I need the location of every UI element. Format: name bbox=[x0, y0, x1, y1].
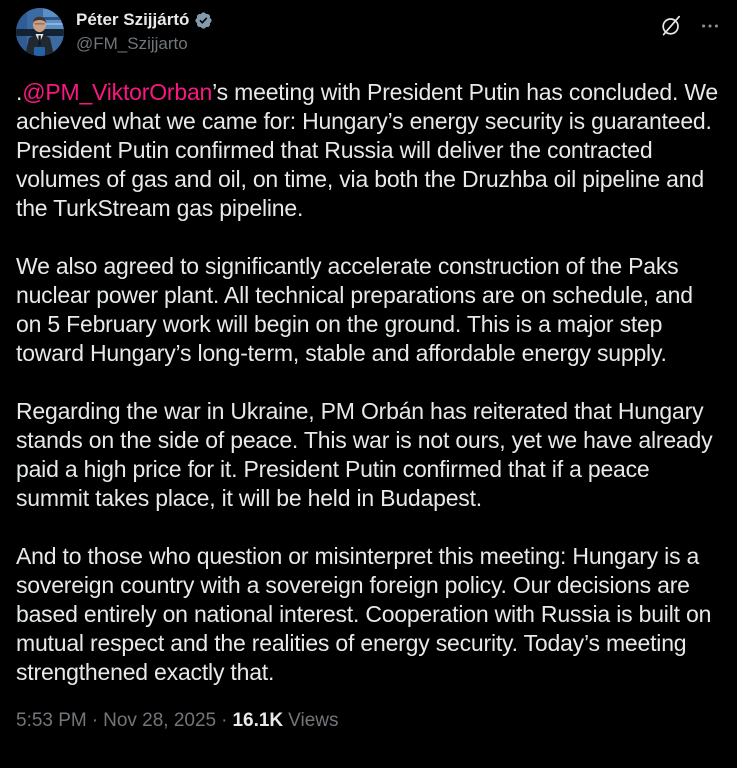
views-label: Views bbox=[288, 710, 339, 731]
timestamp-date: Nov 28, 2025 bbox=[103, 710, 217, 731]
author-block bbox=[76, 8, 659, 54]
avatar[interactable] bbox=[16, 8, 64, 56]
author-name[interactable]: Péter Szijjártó bbox=[76, 10, 190, 29]
tweet-footer bbox=[16, 709, 721, 733]
tweet-paragraph bbox=[16, 397, 721, 513]
more-options-icon bbox=[699, 15, 721, 37]
author-handle[interactable]: @FM_Szijjarto bbox=[76, 34, 188, 53]
grok-slash-icon bbox=[659, 14, 683, 38]
author-name-row bbox=[76, 9, 659, 31]
verified-badge-icon[interactable] bbox=[194, 11, 213, 30]
timestamp-time: 5:53 PM bbox=[16, 710, 87, 731]
tweet-text bbox=[16, 78, 721, 687]
tweet-paragraph bbox=[16, 542, 721, 687]
header-actions bbox=[659, 8, 721, 38]
text-segment: Regarding the war in Ukraine, PM Orbán has reiterated that Hungary stands on the side of peace. This war is not ours, yet we have already paid a high price for it. President Putin confirmed that if a peace summit takes place, it will be held in Budapest. bbox=[16, 398, 713, 511]
avatar-image bbox=[16, 8, 64, 56]
text-segment: ’s meeting with President Putin has concluded. We achieved what we came for: Hungary’s energy security is guaranteed. President Putin confirmed that Russia will deliver the contracted volumes of gas and oil, on time, via both the Druzhba oil pipeline and the TurkStream gas pipeline. bbox=[16, 79, 719, 221]
footer-separator: · bbox=[221, 710, 228, 731]
tweet-paragraph bbox=[16, 252, 721, 368]
footer-separator: · bbox=[91, 710, 99, 731]
text-segment: We also agreed to significantly accelerate construction of the Paks nuclear power plant. All technical preparations are on schedule, and on 5 February work will begin on the ground. This is a major step toward Hungary’s long-term, stable and affordable energy supply. bbox=[16, 253, 693, 366]
tweet-paragraph bbox=[16, 78, 721, 223]
more-options-button[interactable] bbox=[699, 15, 721, 37]
mention-link[interactable]: @PM_ViktorOrban bbox=[22, 79, 213, 105]
tweet-header bbox=[16, 8, 721, 56]
text-segment: . bbox=[16, 79, 23, 105]
views-count: 16.1K bbox=[232, 710, 284, 731]
grok-button[interactable] bbox=[659, 14, 683, 38]
text-segment: And to those who question or misinterpret this meeting: Hungary is a sovereign country with a sovereign foreign policy. Our decisions are based entirely on national interest. Cooperation with Russia is built on mutual respect and the realities of energy security. Today’s meeting strengthened exactly that. bbox=[16, 543, 712, 685]
